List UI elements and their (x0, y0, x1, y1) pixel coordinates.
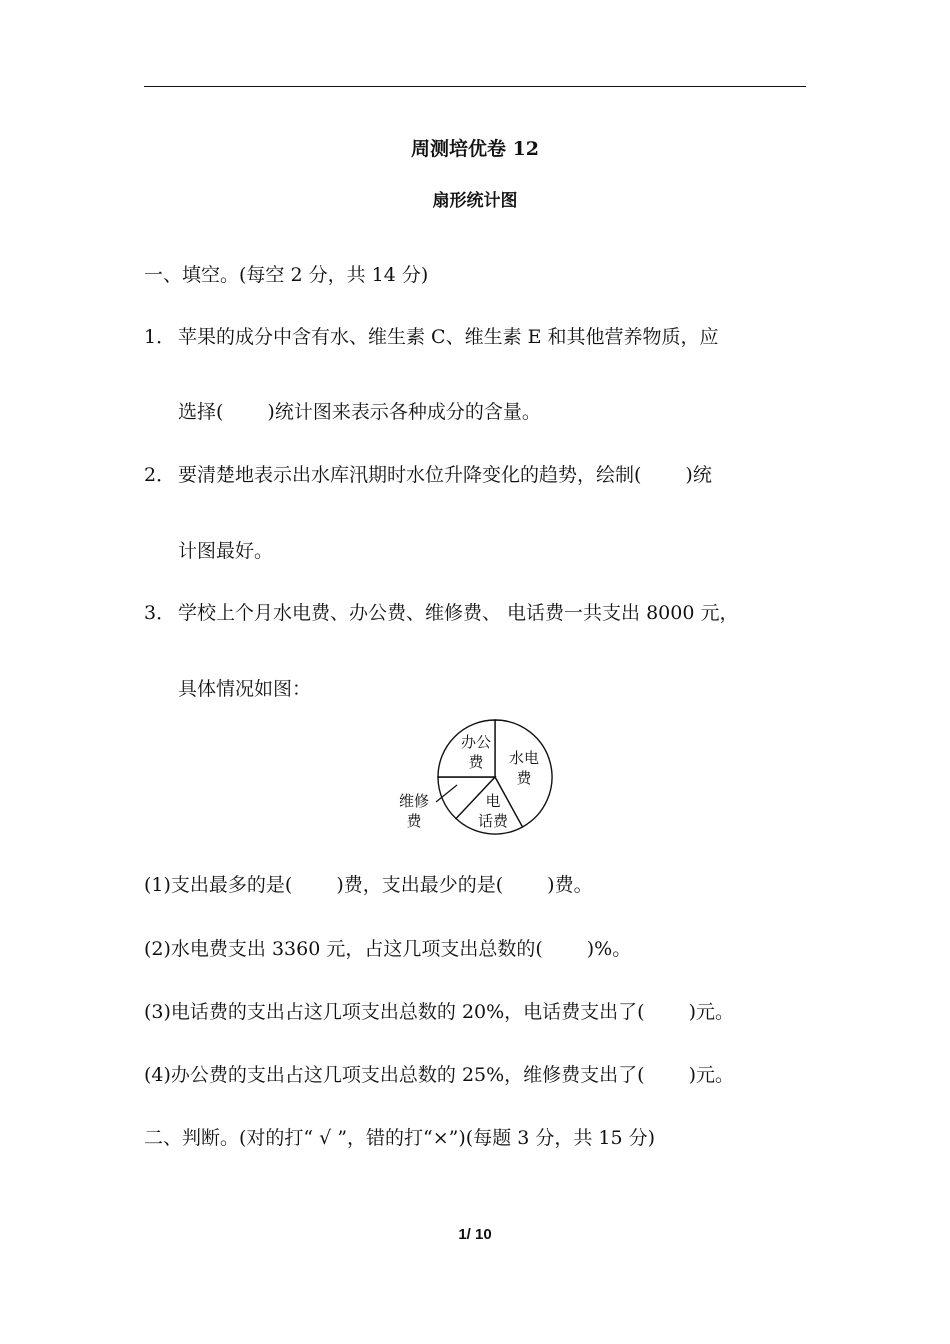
pie-slice-label: 水电 (508, 749, 540, 767)
page-subtitle: 扇形统计图 (432, 191, 518, 211)
question-1-number: 1． (144, 326, 176, 348)
pie-slice-label: 维修 (398, 792, 430, 810)
question-1-line2: 选择( )统计图来表示各种成分的含量。 (178, 401, 541, 423)
question-2-line1: 要清楚地表示出水库汛期时水位升降变化的趋势，绘制( )统 (178, 464, 712, 486)
section2-heading: 二、判断。(对的打“ √ ”，错的打“×”)(每题 3 分，共 15 分) (144, 1127, 656, 1149)
pie-slice-label: 办公 (460, 733, 492, 751)
pie-slice-label: 费 (406, 812, 422, 830)
section1-heading: 一、填空。(每空 2 分，共 14 分) (144, 264, 429, 286)
question-2-number: 2． (144, 464, 176, 486)
subquestion-3: (3)电话费的支出占这几项支出总数的 20%，电话费支出了( )元。 (144, 1001, 735, 1023)
top-rule (144, 86, 806, 87)
question-2-line2: 计图最好。 (178, 540, 274, 562)
question-3-number: 3． (144, 602, 176, 624)
pie-slice-label: 费 (468, 753, 484, 771)
page-number: 1/ 10 (458, 1226, 492, 1243)
subquestion-4: (4)办公费的支出占这几项支出总数的 25%，维修费支出了( )元。 (144, 1064, 735, 1086)
page-title: 周测培优卷 12 (410, 138, 540, 160)
pie-slice-label: 话费 (477, 812, 509, 830)
pie-slice-label: 电 (485, 792, 501, 810)
subquestion-2: (2)水电费支出 3360 元，占这几项支出总数的( )%。 (144, 938, 632, 960)
question-1-line1: 苹果的成分中含有水、维生素 C、维生素 E 和其他营养物质，应 (178, 326, 719, 348)
subquestion-1: (1)支出最多的是( )费，支出最少的是( )费。 (144, 874, 593, 896)
pie-slice-label: 费 (516, 769, 532, 787)
question-3-line1: 学校上个月水电费、办公费、维修费、 电话费一共支出 8000 元， (178, 602, 739, 624)
expense-pie-chart (380, 716, 570, 838)
question-3-line2: 具体情况如图： (178, 678, 312, 700)
